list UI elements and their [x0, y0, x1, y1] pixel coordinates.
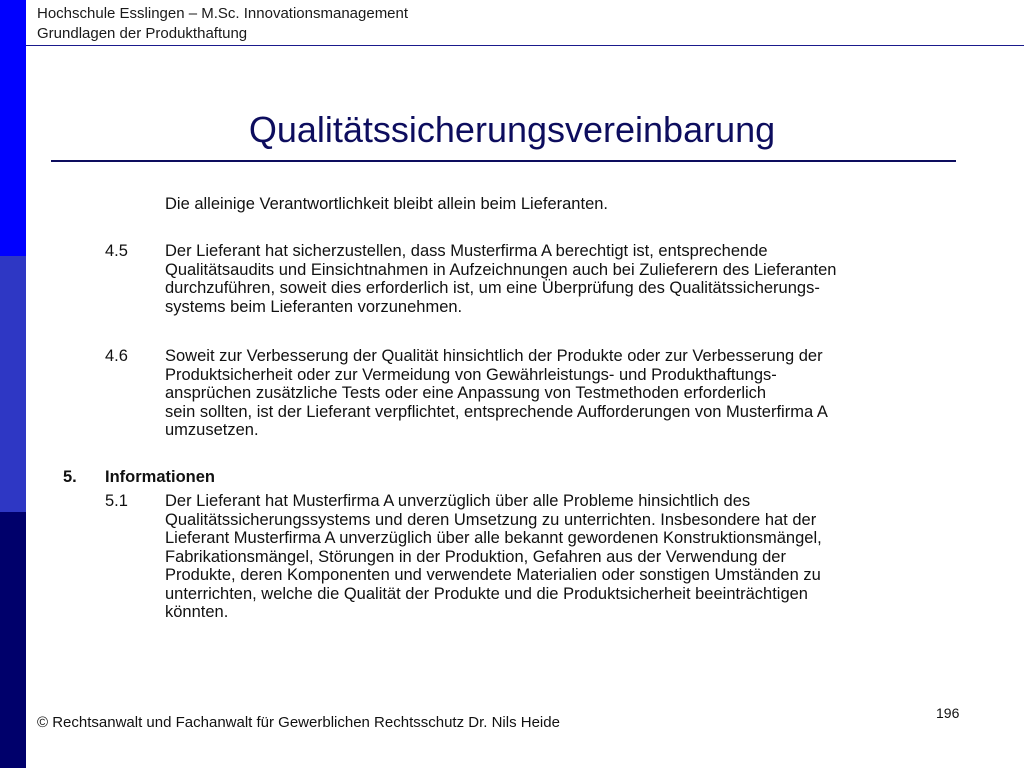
section-4-6-line: ansprüchen zusätzliche Tests oder eine Anpassung von Testmethoden erforderlich	[165, 384, 767, 402]
section-5-1-line: Qualitätssicherungssystems und deren Umsetzung zu unterrichten. Insbesondere hat der	[165, 510, 817, 529]
section-4-6-line: sein sollten, ist der Lieferant verpflichtet, entsprechende Aufforderungen von Musterfirma A	[165, 402, 828, 421]
section-4-5-line: durchzuführen, soweit dies erforderlich ist, um eine Überprüfung des Qualitätssicherungs-	[165, 279, 820, 297]
header-course: Grundlagen der Produkthaftung	[37, 25, 248, 42]
section-4-6-line: umzusetzen.	[165, 421, 259, 439]
section-5-1-line: könnten.	[165, 603, 229, 621]
header-divider	[26, 45, 1024, 46]
sidebar-segment-bottom	[0, 512, 26, 768]
section-4-5-line: Qualitätsaudits und Einsichtnahmen in Aufzeichnungen auch bei Zulieferern des Lieferanten	[165, 260, 837, 279]
section-5-heading: Informationen	[105, 468, 215, 486]
section-5-1-line: unterrichten, welche die Qualität der Produkte und die Produktsicherheit beeinträchtigen	[165, 584, 808, 603]
header-institution: Hochschule Esslingen – M.Sc. Innovationsmanagement	[37, 5, 409, 22]
title-underline	[51, 160, 956, 162]
page-number: 196	[936, 705, 960, 721]
section-5-1-number: 5.1	[105, 492, 128, 510]
section-4-6-line: Produktsicherheit oder zur Vermeidung von Gewährleistungs- und Produkthaftungs-	[165, 365, 777, 384]
footer-copyright: © Rechtsanwalt und Fachanwalt für Gewerblichen Rechtsschutz Dr. Nils Heide	[37, 714, 560, 731]
section-4-6-number: 4.6	[105, 347, 128, 365]
section-4-5-line: systems beim Lieferanten vorzunehmen.	[165, 297, 463, 316]
slide-header	[37, 4, 408, 44]
section-5-1-line: Lieferant Musterfirma A unverzüglich über alle bekannt gewordenen Konstruktionsmängel,	[165, 529, 822, 547]
section-5-1-line: Der Lieferant hat Musterfirma A unverzüglich über alle Probleme hinsichtlich des	[165, 492, 751, 510]
section-5-1-line: Fabrikationsmängel, Störungen in der Produktion, Gefahren aus der Verwendung der	[165, 547, 786, 566]
intro-paragraph: Die alleinige Verantwortlichkeit bleibt allein beim Lieferanten.	[165, 195, 609, 213]
section-4-6-line: Soweit zur Verbesserung der Qualität hinsichtlich der Produkte oder zur Verbesserung der	[165, 347, 823, 365]
section-4-6-text	[165, 347, 828, 440]
section-4-5-line: Der Lieferant hat sicherzustellen, dass Musterfirma A berechtigt ist, entsprechende	[165, 242, 768, 260]
section-5-1-line: Produkte, deren Komponenten und verwendete Materialien oder sonstigen Umständen zu	[165, 566, 821, 584]
sidebar-segment-middle	[0, 256, 26, 512]
section-4-5-text	[165, 242, 836, 316]
section-5-number: 5.	[63, 468, 77, 486]
section-5-1-text	[165, 492, 822, 622]
section-4-5-number: 4.5	[105, 242, 128, 260]
slide-title: Qualitätssicherungsvereinbarung	[248, 109, 776, 150]
